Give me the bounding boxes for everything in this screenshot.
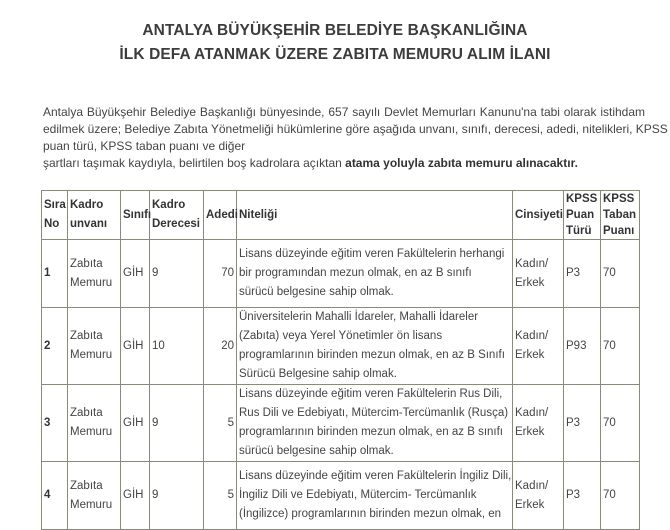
row-derece: 9 xyxy=(150,462,204,530)
row-taban-puan: 70 xyxy=(601,308,640,385)
row-sinif: GİH xyxy=(121,240,150,308)
table-row xyxy=(42,308,640,385)
header-cinsiyeti: Cinsiyeti xyxy=(513,191,564,240)
row-nitelik: Lisans düzeyinde eğitim veren Fakültelerin İngiliz Dili, İngiliz Dili ve Edebiyatı, Mütercim- Tercümanlık (İngilizce) programlarının birinden mezun olmak, en xyxy=(237,462,513,530)
row-puan-turu: P3 xyxy=(564,462,601,530)
row-adet: 70 xyxy=(204,240,237,308)
header-kpss-taban-puani: KPSS Taban Puanı xyxy=(601,191,640,240)
row-cinsiyet: Kadın/ Erkek xyxy=(513,308,564,385)
row-nitelik: Lisans düzeyinde eğitim veren Fakültelerin herhangi bir programından mezun olmak, en az B sınıfı sürücü belgesine sahip olmak. xyxy=(237,240,513,308)
header-sinifi: Sınıfı xyxy=(121,191,150,240)
row-cinsiyet: Kadın/ Erkek xyxy=(513,240,564,308)
intro-line-3: puan türü, KPSS taban puanı ve diğer xyxy=(43,139,246,153)
row-taban-puan: 70 xyxy=(601,385,640,462)
header-kadro-derecesi: Kadro Derecesi xyxy=(150,191,204,240)
row-puan-turu: P93 xyxy=(564,308,601,385)
row-unvan: Zabıta Memuru xyxy=(68,385,121,462)
row-sinif: GİH xyxy=(121,308,150,385)
row-puan-turu: P3 xyxy=(564,240,601,308)
row-derece: 10 xyxy=(150,308,204,385)
row-no: 3 xyxy=(42,385,68,462)
row-unvan: Zabıta Memuru xyxy=(68,308,121,385)
table-row xyxy=(42,462,640,530)
row-puan-turu: P3 xyxy=(564,385,601,462)
table-row xyxy=(42,240,640,308)
row-cinsiyet: Kadın/ Erkek xyxy=(513,462,564,530)
row-no: 2 xyxy=(42,308,68,385)
row-derece: 9 xyxy=(150,385,204,462)
row-sinif: GİH xyxy=(121,385,150,462)
row-no: 1 xyxy=(42,240,68,308)
intro-line-1: Antalya Büyükşehir Belediye Başkanlığı bünyesinde, 657 sayılı Devlet Memurları Kanunu'na tabi olarak istihdam xyxy=(43,105,645,119)
table-row xyxy=(42,385,640,462)
intro-line-2: edilmek üzere; Belediye Zabıta Yönetmeliği hükümlerine göre aşağıda unvanı, sınıfı, derecesi, adedi, nitelikleri, KPSS xyxy=(43,122,668,136)
intro-emphasis: atama yoluyla zabıta memuru alınacaktır. xyxy=(345,156,578,170)
page-title-line1: ANTALYA BÜYÜKŞEHİR BELEDİYE BAŞKANLIĞINA xyxy=(142,22,528,39)
header-kadro-unvani: Kadro unvanı xyxy=(68,191,121,240)
row-unvan: Zabıta Memuru xyxy=(68,462,121,530)
row-unvan: Zabıta Memuru xyxy=(68,240,121,308)
intro-paragraph xyxy=(43,104,668,172)
intro-line-4 xyxy=(43,155,645,172)
header-niteligi: Niteliği xyxy=(237,191,513,240)
row-nitelik: Üniversitelerin Mahalli İdareler, Mahalli İdareler (Zabıta) veya Yerel Yönetimler ön lisans programlarının birinden mezun olmak, en az B Sınıfı Sürücü Belgesine sahip olmak. xyxy=(237,308,513,385)
row-adet: 5 xyxy=(204,385,237,462)
positions-table xyxy=(41,190,640,530)
row-cinsiyet: Kadın/ Erkek xyxy=(513,385,564,462)
row-adet: 5 xyxy=(204,462,237,530)
header-kpss-puan-turu: KPSS Puan Türü xyxy=(564,191,601,240)
row-taban-puan: 70 xyxy=(601,240,640,308)
row-adet: 20 xyxy=(204,308,237,385)
row-no: 4 xyxy=(42,462,68,530)
page-title-line2: İLK DEFA ATANMAK ÜZERE ZABITA MEMURU ALIM İLANI xyxy=(119,46,551,63)
header-sira-no: Sıra No xyxy=(42,191,68,240)
table-header-row xyxy=(42,191,640,240)
row-taban-puan: 70 xyxy=(601,462,640,530)
intro-line-4-text: şartları taşımak kaydıyla, belirtilen boş kadrolara açıktan xyxy=(43,156,346,170)
header-adedi: Adedi xyxy=(204,191,237,240)
row-derece: 9 xyxy=(150,240,204,308)
row-nitelik: Lisans düzeyinde eğitim veren Fakültelerin Rus Dili, Rus Dili ve Edebiyatı, Mütercim-Tercümanlık (Rusça) programlarının birinden mezun olmak, en az B sınıfı sürücü belgesine sahip olmak. xyxy=(237,385,513,462)
row-sinif: GİH xyxy=(121,462,150,530)
